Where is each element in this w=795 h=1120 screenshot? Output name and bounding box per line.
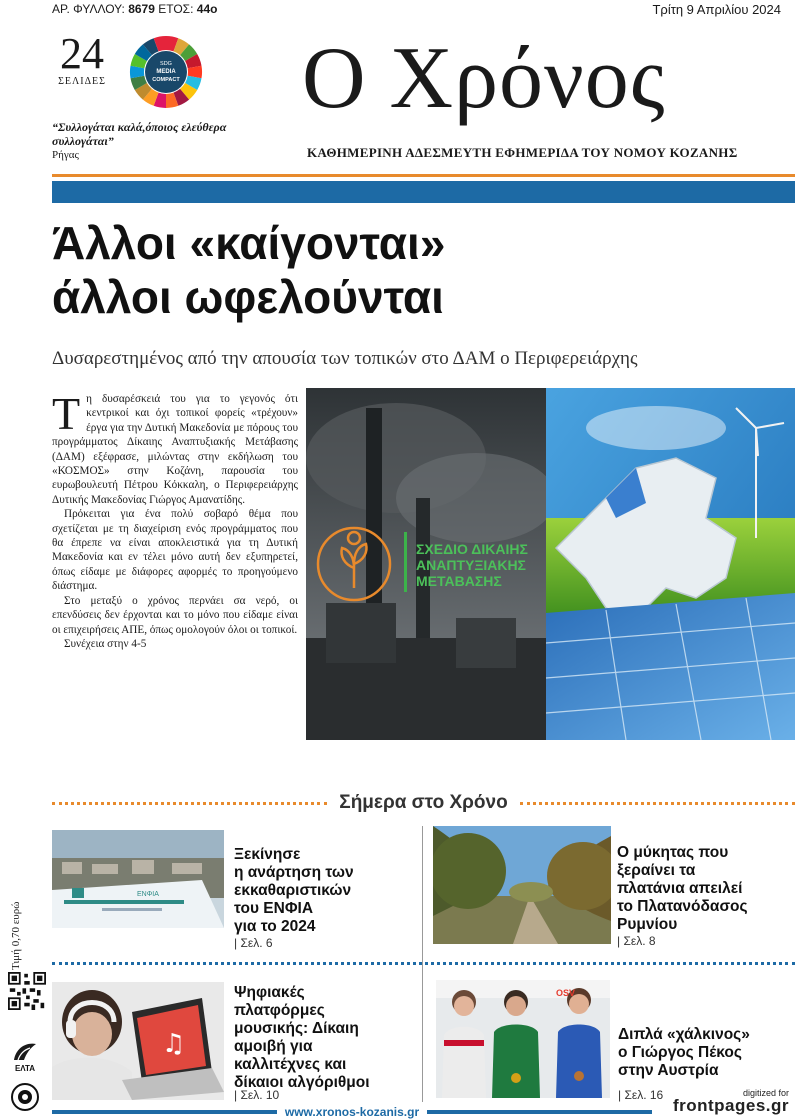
masthead-quote [52,120,252,162]
watermark-small: digitized for [742,1088,789,1098]
story-headline-enfia [234,846,414,936]
story-enfia[interactable] [52,830,417,956]
elta-label: ΕΛΤΑ [14,1064,36,1073]
story-page-ref[interactable]: | Σελ. 8 [617,934,656,948]
elta-logo-icon [10,1038,40,1074]
quote-text: “Συλλογάται καλά,όποιος ελεύθερα συλλογάται” [52,120,227,148]
article-paragraph-3: Στο μεταξύ ο χρόνος περνάει σα νερό, οι επενδύσεις δεν έρχονται και το μόνο που είδαμε είναι οι επιχειρήσεις ΑΠΕ, όπως ομολογούν όλοι οι τοπικοί. [52,594,298,636]
story-headline-pekos [618,1026,793,1080]
headline-line: Ρυμνίου [617,916,678,933]
pages-count [52,29,112,87]
qr-code-icon[interactable] [8,972,46,1010]
article-paragraph [52,388,298,507]
story-photo-plane-trees [433,826,611,944]
story-photo-music [52,982,224,1100]
story-plane-trees[interactable] [433,826,795,952]
section-header [52,790,795,816]
headline-line: πλατφόρμες [234,1002,325,1019]
sdg-line-3: COMPACT [152,77,180,83]
story-photo-enfia [52,830,224,928]
enfia-image-text: ΕΝΦΙΑ [137,891,159,898]
lead-headline-line-2: άλλοι ωφελούνται [52,271,444,323]
story-photo-athletes [436,980,610,1098]
watermark-big[interactable]: frontpages.gr [672,1096,789,1115]
headline-line: καλλιτέχνες και [234,1056,347,1073]
headline-line: Ο μύκητας που [617,844,729,861]
headline-line: του ΕΝΦΙΑ [234,900,314,917]
press-seal-icon [10,1082,40,1112]
sdg-wheel-icon [128,34,204,110]
headline-line: δίκαιοι αλγόριθμοι [234,1074,370,1091]
image-text-line-3: ΜΕΤΑΒΑΣΗΣ [416,573,502,589]
price-label [8,860,28,970]
pages-number: 24 [60,29,104,78]
sdg-line-1: SDG [160,61,172,67]
watermark [673,1088,789,1116]
issue-number: 8679 [128,2,155,16]
lead-subhead: Δυσαρεστημένος από την απουσία των τοπικών στο ΔΑΜ ο Περιφερειάρχης [52,348,638,369]
headline-line: Ψηφιακές [234,984,305,1001]
newspaper-logo[interactable]: Ο Χρόνος [302,30,666,127]
masthead [52,24,795,174]
continued-reference[interactable]: Συνέχεια στην 4-5 [64,637,147,650]
newspaper-tagline: ΚΑΘΗΜΕΡΙΝΗ ΑΔΕΣΜΕΥΤΗ ΕΦΗΜΕΡΙΔΑ ΤΟΥ ΝΟΜΟΥ ΚΟΖΑΝΗΣ [307,145,738,160]
orange-divider [52,174,795,177]
drop-cap: Τ [52,388,81,439]
headline-line: για το 2024 [234,918,316,935]
story-page-ref[interactable]: | Σελ. 6 [234,936,273,950]
story-headline-music [234,984,414,1092]
lead-photo-collage[interactable] [306,388,795,740]
headline-line: το Πλατανόδασος [617,898,748,915]
footer-rule-right [427,1110,652,1114]
image-text-line-1: ΣΧΕΔΙΟ ΔΙΚΑΙΗΣ [416,541,528,557]
row-divider [52,962,795,965]
headline-line: μουσικής: Δίκαιη [234,1020,359,1037]
lead-article-body [52,388,298,651]
headline-line: Ξεκίνησε [234,846,301,863]
story-page-ref[interactable]: | Σελ. 10 [234,1088,280,1102]
quote-author: Ρήγας [52,149,79,161]
issue-date: Τρίτη 9 Απριλίου 2024 [652,1,781,17]
price-text: Τιμή 0,70 ευρώ [10,901,22,970]
headline-line: η ανάρτηση των [234,864,354,881]
article-paragraph-2: Πρόκειται για ένα πολύ σοβαρό θέμα που σχετίζεται με τη διαχείριση ενός προγράμματος που θα έπρεπε να είναι αποκλειστικά για τη Δυτική Μακεδονία και εν τέλει μόνο αυτή δεν εξυπηρετεί, όπως είδαμε με διάφορες αφορμές το προηγούμενο διάστημα. [52,508,298,593]
story-pekos-bronze[interactable] [436,980,795,1104]
story-page-ref[interactable]: | Σελ. 16 [618,1088,664,1102]
section-dots-right [520,802,795,805]
footer-rule-left [52,1110,277,1114]
music-note-icon: ♫ [162,1029,186,1059]
year-number: 44ο [196,2,218,16]
story-music-platforms[interactable] [52,982,417,1102]
headline-line: στην Αυστρία [618,1062,719,1079]
blue-banner-bar [52,181,795,203]
issue-prefix: ΑΡ. ΦΥΛΛΟΥ: [52,2,125,16]
section-dots-left [52,802,327,805]
article-paragraph-1-text: η δυσαρέσκειά του για το γεγονός ότι κεντρικοί και όχι τοπικοί φορείς «τρέχουν» έργα για την Δυτική Μακεδονία με πόρους του προγράμματος Δίκαιης Αναπτυξιακής Μετάβασης (ΔΑΜ) εξέφρασε, μιλώντας στην εκδήλωση του «ΚΟΣΜΟΣ» στην Κοζάνη, παρουσία του ευρωβουλευτή Πέτρου Κόκκαλη, ο Περιφερειάρχης Δυτικής Μακεδονίας Γιώργος Αμανατίδης. [52,393,298,506]
lead-headline-line-1: Άλλοι «καίγονται» [52,217,446,269]
sdg-line-2: MEDIA [156,69,176,75]
year-prefix: ΕΤΟΣ: [158,2,194,16]
image-text-line-2: ΑΝΑΠΤΥΞΙΑΚΗΣ [416,557,526,573]
headline-line: ξεραίνει τα [617,862,696,879]
headline-line: πλατάνια απειλεί [617,880,743,897]
issue-info [52,2,217,16]
lead-headline[interactable] [52,216,752,324]
footer-bar [52,1104,652,1120]
top-line [52,0,781,18]
headline-line: αμοιβή για [234,1038,313,1055]
pages-label: ΣΕΛΙΔΕΣ [58,76,106,87]
website-link[interactable]: www.xronos-kozanis.gr [284,1105,420,1119]
section-title: Σήμερα στο Χρόνο [339,792,508,813]
headline-line: εκκαθαριστικών [234,882,352,899]
headline-line: ο Γιώργος Πέκος [618,1044,742,1061]
sponsor-logo: OSV [556,988,576,998]
headline-line: Διπλά «χάλκινος» [618,1026,750,1043]
story-headline-plane-trees [617,844,792,934]
